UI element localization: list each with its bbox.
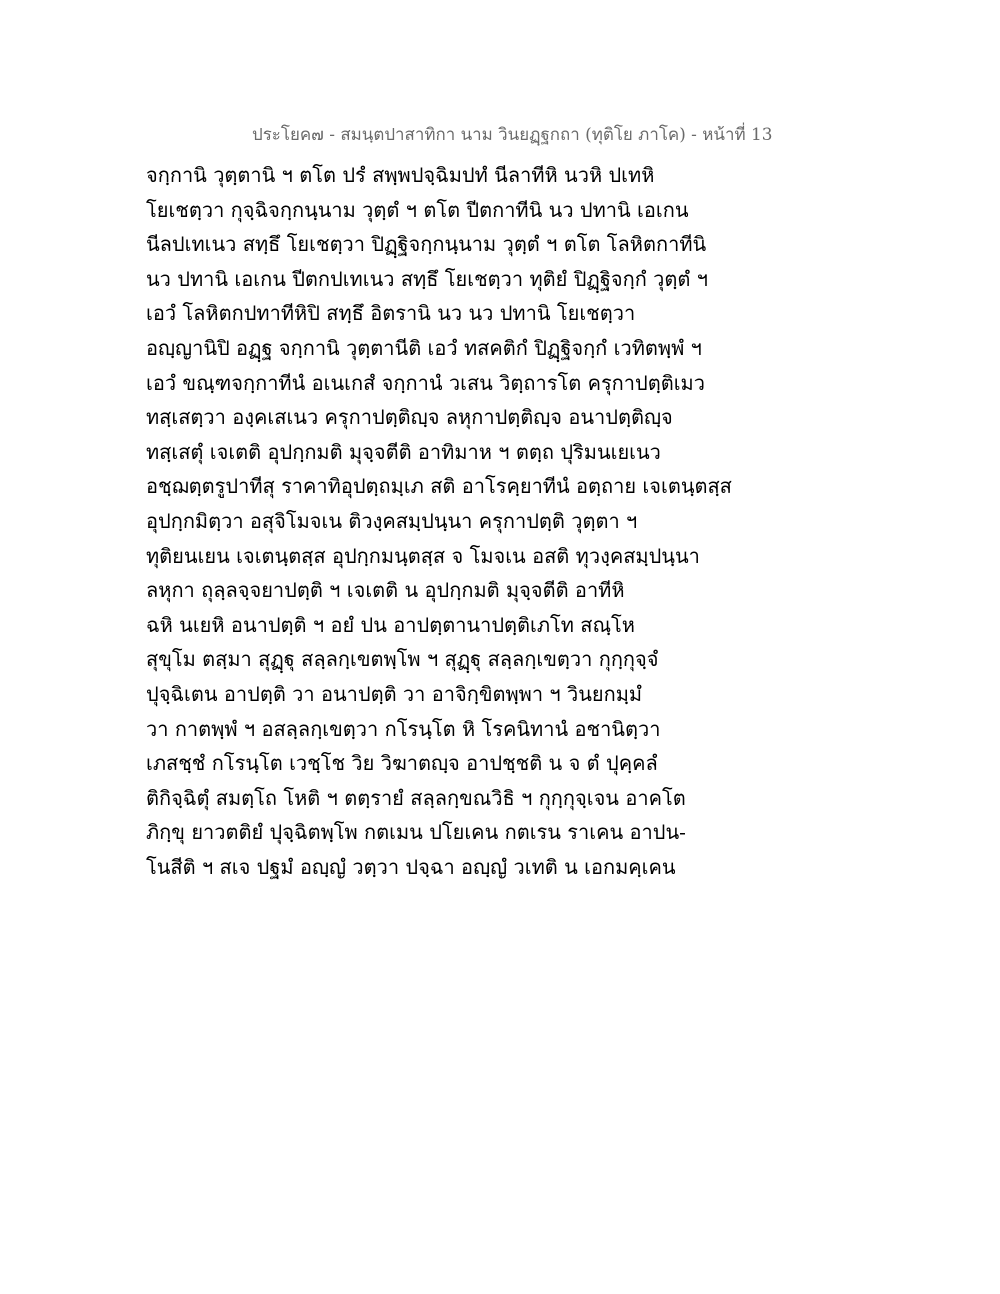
text-line: จกฺกานิ วุตฺตานิ ฯ ตโต ปรํ สพฺพปจฺฉิมปทํ นีลาทีหิ นวหิ ปเทหิ (146, 163, 655, 187)
text-line: ทสฺเสตฺวา องฺคเสเนว ครุกาปตฺติญฺจ ลหุกาปตฺติญฺจ อนาปตฺติญฺจ (146, 405, 673, 430)
text-line: ปุจฺฉิเตน อาปตฺติ วา อนาปตฺติ วา อาจิกฺขิตพฺพา ฯ วินยกมฺมํ (146, 681, 643, 706)
running-header: ประโยค๗ - สมนฺตปาสาทิกา นาม วินยฏฺฐกถา (ทุติโย ภาโค) - หน้าที่ 13 (252, 125, 773, 145)
text-line: เอวํ ขณฺฑจกฺกาทีนํ อเนเกสํ จกฺกานํ วเสน วิตฺถารโต ครุกาปตฺติเมว (146, 370, 705, 395)
text-line: อชฺฌตฺตรูปาทีสุ ราคาทิอุปตฺถมฺเภ สติ อาโรคฺยาทีนํ อตฺถาย เจเตนฺตสฺส (146, 474, 732, 499)
text-line: สุขุโม ตสฺมา สุฏฺฐุ สลฺลกฺเขตพฺโพ ฯ สุฏฺฐุ สลฺลกฺเขตฺวา กุกฺกุจฺจํ (146, 647, 659, 672)
text-line: นีลปเทเนว สทฺธึ โยเชตฺวา ปิฏฺฐิจกฺกนฺนาม วุตฺตํ ฯ ตโต โลหิตกาทีนิ (146, 232, 707, 257)
text-line: ติกิจฺฉิตุํ สมตฺโถ โหติ ฯ ตตฺรายํ สลฺลกฺขณวิธิ ฯ กุกฺกุจฺเจน อาคโต (146, 785, 686, 810)
text-line: เอวํ โลหิตกปทาทีหิปิ สทฺธึ อิตรานิ นว นว ปทานิ โยเชตฺวา (146, 301, 636, 326)
text-line: ฉหิ นเยหิ อนาปตฺติ ฯ อยํ ปน อาปตฺตานาปตฺติเภโท สณฺโห (146, 612, 635, 637)
text-line: ทสฺเสตุํ เจเตติ อุปกฺกมติ มุจฺจตีติ อาทิมาห ฯ ตตฺถ ปุริมนเยเนว (146, 439, 661, 464)
text-line: ภิกฺขุ ยาวตติยํ ปุจฺฉิตพฺโพ กตเมน ปโยเคน กตเรน ราเคน อาปน- (146, 820, 686, 845)
text-line: วา กาตพฺพํ ฯ อสลฺลกฺเขตฺวา กโรนฺโต หิ โรคนิทานํ อชานิตฺวา (146, 716, 661, 741)
text-line: อุปกฺกมิตฺวา อสุจิโมจเน ติวงฺคสมฺปนฺนา ครุกาปตฺติ วุตฺตา ฯ (146, 508, 638, 533)
text-line: อญฺญานิปิ อฏฺฐ จกฺกานิ วุตฺตานีติ เอวํ ทสคติกํ ปิฏฺฐิจกฺกํ เวทิตพฺพํ ฯ (146, 335, 702, 360)
text-line: เภสชฺชํ กโรนฺโต เวชฺโช วิย วิฆาตญฺจ อาปชฺชติ น จ ตํ ปุคฺคลํ (146, 751, 658, 776)
text-line: นว ปทานิ เอเกน ปีตกปเทเนว สทฺธึ โยเชตฺวา ทุติยํ ปิฏฺฐิจกฺกํ วุตฺตํ ฯ (146, 266, 708, 291)
text-line: ลหุกา ถุลฺลจฺจยาปตฺติ ฯ เจเตติ น อุปกฺกมติ มุจฺจตีติ อาทีหิ (146, 578, 625, 603)
text-line: โยเชตฺวา กุจฺฉิจกฺกนฺนาม วุตฺตํ ฯ ตโต ปีตกาทีนิ นว ปทานิ เอเกน (146, 197, 689, 222)
text-line: โนสีติ ฯ สเจ ปฐมํ อญฺญํ วตฺวา ปจฺฉา อญฺญํ วเทติ น เอกมคฺเคน (146, 854, 676, 879)
text-line: ทุติยนเยน เจเตนฺตสฺส อุปกฺกมนฺตสฺส จ โมจเน อสติ ทุวงฺคสมฺปนฺนา (146, 543, 700, 568)
body-text (146, 158, 736, 884)
